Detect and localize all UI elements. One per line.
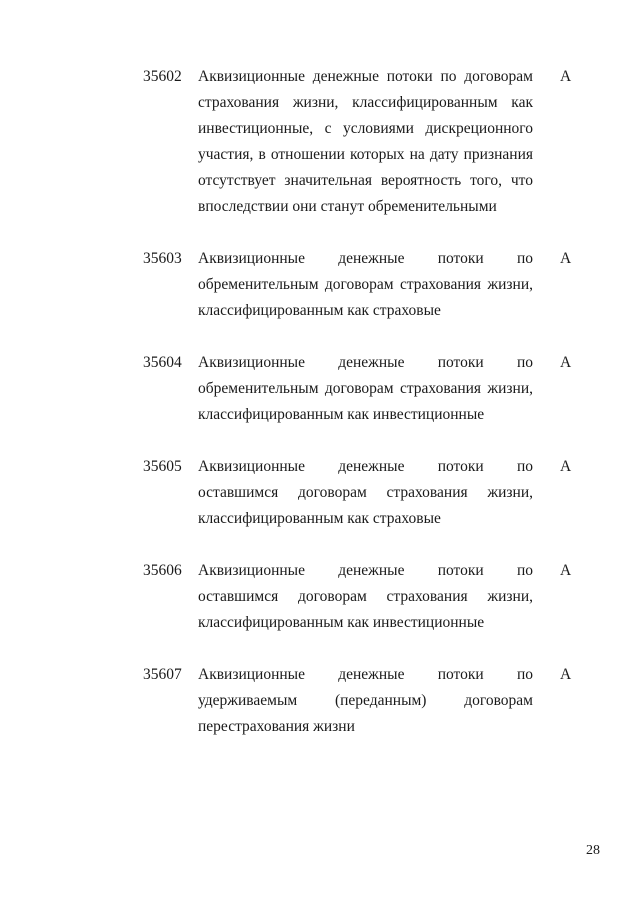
- entry-line: инвестиционные, с условиями дискреционного: [198, 120, 533, 137]
- entry-grade: A: [560, 68, 572, 85]
- entry-description: [198, 558, 533, 636]
- entry-line: Аквизиционные денежные потоки по договорам: [198, 68, 533, 85]
- entry-line: Аквизиционные денежные потоки по: [198, 562, 533, 579]
- entry-code: 35602: [143, 68, 182, 85]
- entry-description: [198, 64, 533, 220]
- entry-line: классифицированным как страховые: [198, 510, 441, 527]
- entry-code: 35603: [143, 250, 182, 267]
- entry-line: Аквизиционные денежные потоки по: [198, 250, 533, 267]
- entry-line: обременительным договорам страхования жизни,: [198, 276, 533, 293]
- entry-line: удерживаемым (переданным) договорам: [198, 692, 533, 709]
- page-number: 28: [586, 843, 600, 858]
- entry-code: 35607: [143, 666, 182, 683]
- entry-description: [198, 454, 533, 532]
- entry-line: классифицированным как инвестиционные: [198, 406, 485, 423]
- entry-code: 35604: [143, 354, 182, 371]
- entry-line: Аквизиционные денежные потоки по: [198, 354, 533, 371]
- entry-line: оставшимся договорам страхования жизни,: [198, 484, 533, 501]
- entry-line: классифицированным как инвестиционные: [198, 614, 485, 631]
- entry-line: Аквизиционные денежные потоки по: [198, 666, 533, 683]
- entry-grade: A: [560, 666, 572, 683]
- entry-code: 35606: [143, 562, 182, 579]
- entry-line: перестрахования жизни: [198, 718, 355, 735]
- entry-description: [198, 246, 533, 324]
- entry-grade: A: [560, 250, 572, 267]
- entry-grade: A: [560, 458, 572, 475]
- entry-line: обременительным договорам страхования жизни,: [198, 380, 533, 397]
- entry-line: Аквизиционные денежные потоки по: [198, 458, 533, 475]
- entry-line: оставшимся договорам страхования жизни,: [198, 588, 533, 605]
- entry-line: впоследствии они станут обременительными: [198, 198, 497, 215]
- entry-line: классифицированным как страховые: [198, 302, 441, 319]
- entry-line: страхования жизни, классифицированным как: [198, 94, 533, 111]
- entry-grade: A: [560, 354, 572, 371]
- entry-description: [198, 350, 533, 428]
- entry-code: 35605: [143, 458, 182, 475]
- entry-description: [198, 662, 533, 740]
- entry-line: отсутствует значительная вероятность того, что: [198, 172, 533, 189]
- entry-grade: A: [560, 562, 572, 579]
- entry-line: участия, в отношении которых на дату признания: [198, 146, 533, 163]
